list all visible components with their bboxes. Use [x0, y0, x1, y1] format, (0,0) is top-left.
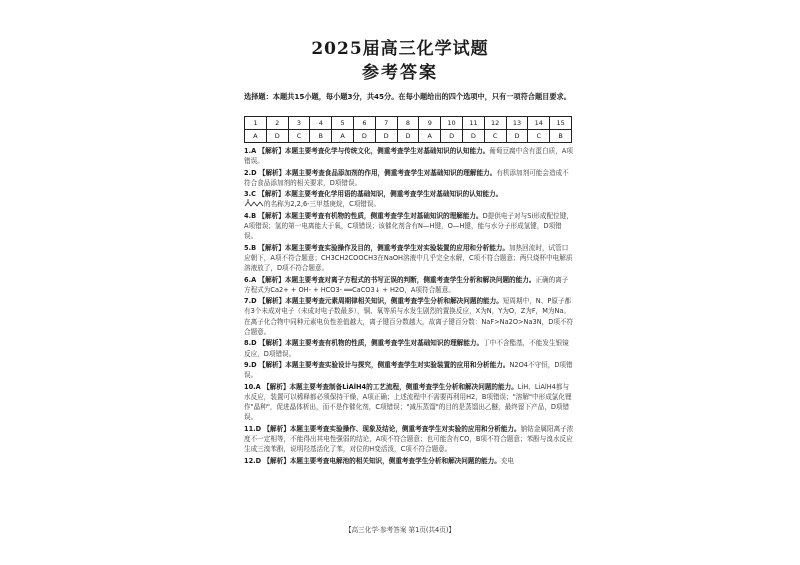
explanation-heading: 6.A 【解析】本题主要考查对离子方程式的书写正误的判断，侧重考查学生分析和解决问题的能力。 — [244, 275, 536, 284]
question-number-cell: 8 — [397, 117, 419, 130]
answer-cell: D — [353, 130, 375, 143]
question-number-cell: 15 — [550, 117, 572, 130]
explanation-body: 正确的离子方程式为Ca2+ + OH- + HCO3- ══CaCO3↓ + H2O，A项符合题意。 — [244, 275, 569, 294]
answer-cell: D — [375, 130, 397, 143]
answer-cell: D — [462, 130, 484, 143]
question-number-cell: 3 — [288, 117, 310, 130]
explanation-heading: 1.A 【解析】本题主要考查化学与传统文化，侧重考查学生对基础知识的认知能力。 — [244, 147, 490, 155]
question-number-cell: 10 — [441, 117, 463, 130]
explanation-list — [244, 146, 574, 467]
explanation-body: 充电 — [500, 456, 515, 465]
explanation-item — [244, 296, 574, 337]
explanation-heading: 12.D 【解析】本题主要考查电解池的相关知识，侧重考查学生分析和解决问题的能力。 — [244, 456, 501, 465]
answer-table-answer-row — [245, 130, 572, 143]
question-number-cell: 6 — [353, 117, 375, 130]
explanation-body: 有机添加剂可能会造成不符合食品添加剂的相关要求，D项错误。 — [244, 168, 569, 187]
explanation-body: 加热回流时，试管口应朝下，A项不符合题意；CH3CH2COOCH3在NaOH溶液中几乎完全水解，C项不符合题意；两只烧杯中电解质溶液放了，D项不符合题意。 — [244, 243, 573, 273]
answer-cell: A — [332, 130, 354, 143]
explanation-heading: 4.B 【解析】本题主要考查有机物的性质，侧重考查学生对基础知识的理解能力。 — [244, 211, 483, 220]
explanation-body: 的名称为2,2,6-三甲基庚烷，C项错误。 — [264, 200, 381, 209]
answer-cell: A — [419, 130, 441, 143]
answer-cell: D — [397, 130, 419, 143]
page-footer: 【高三化学·参考答案 第1页(共4页)】 — [344, 526, 456, 534]
question-number-cell: 5 — [332, 117, 354, 130]
explanation-body: N2O4不守恒，D项错误。 — [244, 360, 573, 380]
explanation-item — [244, 275, 574, 296]
explanation-heading: 3.C 【解析】本题主要考查化学用语的基础知识，侧重考查学生对基础知识的认知能力。 — [244, 190, 503, 199]
explanation-item — [244, 424, 574, 455]
answer-cell: A — [245, 130, 267, 143]
explanation-item — [244, 168, 574, 189]
question-number-cell: 12 — [484, 117, 506, 130]
answer-cell: C — [528, 130, 550, 143]
question-number-cell: 14 — [528, 117, 550, 130]
answer-cell: D — [506, 130, 528, 143]
explanation-item — [244, 211, 574, 242]
document-subtitle: 参考答案 — [362, 63, 438, 83]
answer-table-number-row — [245, 117, 572, 130]
answer-table — [244, 116, 572, 143]
explanation-item — [244, 189, 574, 210]
explanation-heading: 9.D 【解析】本题主要考查实验设计与探究，侧重考查学生对实验装置的应用和分析能力。 — [244, 360, 510, 369]
explanation-heading: 5.B 【解析】本题主要考查实验操作及目的，侧重考查学生对实验装置的应用和分析能力。 — [244, 243, 509, 252]
question-number-cell: 9 — [419, 117, 441, 130]
explanation-heading: 8.D 【解析】本题主要考查有机物的性质，侧重考查学生对基础知识的理解能力。 — [244, 339, 484, 348]
answer-cell: B — [550, 130, 572, 143]
question-number-cell: 4 — [310, 117, 332, 130]
answer-cell: C — [484, 130, 506, 143]
skeletal-formula-icon — [244, 199, 264, 209]
explanation-body: 钠钴金属阳离子浓度不一定相等，不能得出其电性强弱的结论，A项不符合题意；也可能含有CO，B项不符合题意；苯酚与溴水反应生成三溴苯酚，说明羟基活化了苯，对位的H变活泼，C项不符合题意。 — [244, 424, 574, 454]
explanation-item — [244, 146, 574, 167]
question-number-cell: 1 — [245, 117, 267, 130]
answer-cell: D — [441, 130, 463, 143]
question-number-cell: 11 — [462, 117, 484, 130]
answer-cell: D — [266, 130, 288, 143]
explanation-body: 葡萄豆腐中含有蛋白质，A项错误。 — [244, 147, 573, 166]
explanation-heading: 11.D 【解析】本题主要考查实验操作、现象及结论，侧重考查学生对实验的应用和分析能力。 — [244, 424, 521, 433]
answer-cell: C — [288, 130, 310, 143]
explanation-item — [244, 243, 574, 274]
explanation-heading: 7.D 【解析】本题主要考查元素周期律相关知识，侧重考查学生分析和解决问题的能力。 — [244, 297, 503, 306]
explanation-body: 短周期中，N、P原子都有3个未成对电子（未成对电子数最多），铜、氧等质与水发生剧烈的置换反应，X为N，Y为O，Z为F，M为Na。在离子化合物中同种元素电负性差值越大，离子键百分数越大，故离子键百分数：NaF>Na2O>Na3N，D项不符合题意。 — [244, 297, 574, 337]
question-number-cell: 2 — [266, 117, 288, 130]
answer-cell: B — [310, 130, 332, 143]
explanation-body: D提供电子对与Si形成配位键，A项错误；氢的第一电离能大于氧，C项错误；该催化剂含有N—H键，O—H键，能与水分子形成氢键，D项错误。 — [244, 211, 573, 241]
explanation-item — [244, 456, 574, 466]
explanation-body: LiH、LiAlH4都与水反应，装置可以稀释都必须保持干燥，A项正确；上述流程中不需要再利用H2，B项错误；"溶解"中形成氯化锂作"晶种"，促进晶体析出，而不是作催化剂，C项错误；"减压蒸馏"的目的是蒸馏出乙醚，最终留下产品，D项错误。 — [244, 382, 572, 422]
explanation-item — [244, 338, 574, 359]
explanation-item — [244, 360, 574, 381]
question-number-cell: 13 — [506, 117, 528, 130]
section-intro: 选择题：本题共15小题，每小题3分，共45分。在每小题给出的四个选项中，只有一项符合题目要求。 — [244, 92, 571, 101]
explanation-item — [244, 382, 574, 423]
question-number-cell: 7 — [375, 117, 397, 130]
explanation-body: 丁中不含酯基，不能发生银镜反应，D项错误。 — [244, 339, 569, 358]
document-title: 2025届高三化学试题 — [311, 39, 489, 59]
explanation-heading: 10.A 【解析】本题主要考查制备LiAlH4的工艺流程，侧重考查学生分析和解决问题的能力。 — [244, 382, 518, 391]
explanation-heading: 2.D 【解析】本题主要考查食品添加剂的作用，侧重考查学生对基础知识的理解能力。 — [244, 168, 497, 177]
